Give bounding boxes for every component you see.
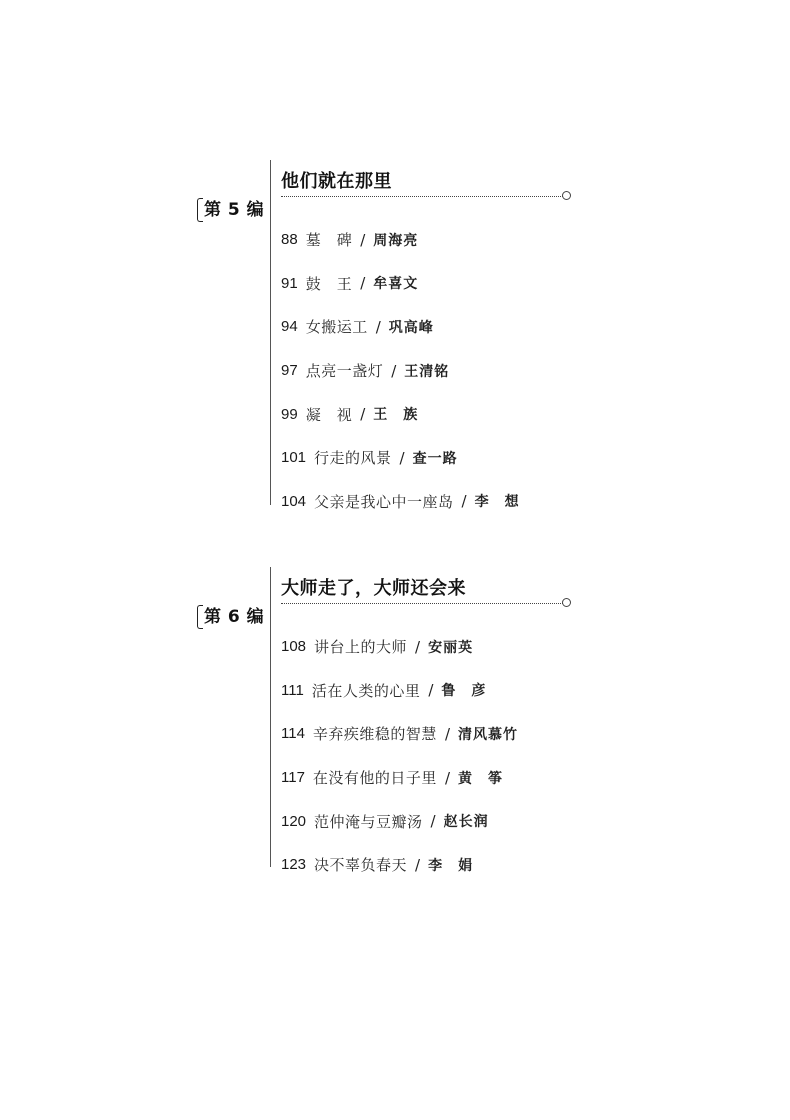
- entry-title: 行走的风景: [314, 449, 392, 468]
- entry-title: 女搬运工: [305, 318, 368, 337]
- page-number: 91: [281, 274, 298, 292]
- separator: /: [399, 448, 405, 467]
- toc-entry[interactable]: [281, 218, 520, 262]
- entry-author: 周海亮: [373, 232, 419, 249]
- toc-entry[interactable]: [281, 843, 518, 887]
- page-number: 123: [281, 856, 307, 874]
- separator: /: [444, 768, 450, 787]
- separator: /: [375, 317, 381, 336]
- toc-section-6: [0, 567, 790, 875]
- entry-author: 李 想: [474, 494, 520, 511]
- separator: /: [461, 492, 467, 511]
- page-number: 120: [281, 812, 307, 830]
- page-number: 99: [281, 405, 298, 423]
- page-number: 94: [281, 318, 298, 336]
- page-number: 88: [281, 231, 298, 249]
- section-title: 他们就在那里: [281, 171, 392, 192]
- separator: /: [428, 681, 434, 700]
- toc-entry[interactable]: [281, 305, 520, 349]
- entry-title: 鼓 王: [305, 274, 353, 293]
- dotted-rule-end-circle: [562, 598, 571, 607]
- toc-entry[interactable]: [281, 349, 520, 393]
- entry-author: 王 族: [373, 407, 419, 424]
- entry-title: 辛弃疾维稳的智慧: [312, 725, 437, 744]
- entry-title: 决不辜负春天: [314, 856, 408, 875]
- entry-title: 凝 视: [305, 405, 353, 424]
- section-title: 大师走了，大师还会来: [281, 578, 466, 599]
- entry-title: 墓 碑: [305, 231, 353, 250]
- entry-title: 在没有他的日子里: [312, 769, 437, 788]
- section-badge: [197, 605, 264, 629]
- toc-entry[interactable]: [281, 480, 520, 524]
- separator: /: [360, 230, 366, 249]
- section-divider-line: [270, 160, 271, 505]
- separator: /: [360, 405, 366, 424]
- dotted-rule: [281, 603, 563, 604]
- entry-title: 点亮一盏灯: [305, 362, 384, 381]
- toc-entry-list: [281, 218, 520, 523]
- toc-entry[interactable]: [281, 625, 518, 669]
- page-number: 101: [281, 449, 307, 467]
- entry-title: 范仲淹与豆瓣汤: [314, 812, 423, 831]
- toc-section-5: [0, 160, 790, 511]
- toc-entry[interactable]: [281, 262, 520, 306]
- toc-entry[interactable]: [281, 436, 520, 480]
- entry-author: 清风慕竹: [458, 726, 518, 743]
- toc-entry[interactable]: [281, 799, 518, 843]
- badge-bracket: [197, 198, 203, 222]
- entry-title: 活在人类的心里: [311, 681, 421, 700]
- entry-author: 巩高峰: [388, 319, 434, 336]
- entry-title: 讲台上的大师: [314, 638, 408, 657]
- entry-author: 王清铭: [404, 363, 450, 380]
- page-number: 97: [281, 362, 298, 380]
- page-number: 108: [281, 638, 307, 656]
- entry-title: 父亲是我心中一座岛: [314, 492, 454, 511]
- separator: /: [415, 637, 421, 656]
- entry-author: 李 娟: [428, 857, 474, 874]
- entry-author: 鲁 彦: [441, 683, 487, 700]
- separator: /: [391, 361, 397, 380]
- entry-author: 查一路: [412, 450, 458, 467]
- entry-author: 赵长润: [443, 814, 489, 831]
- separator: /: [415, 855, 421, 874]
- section-badge-label: 第 6 编: [204, 607, 265, 627]
- toc-entry[interactable]: [281, 392, 520, 436]
- page-number: 104: [281, 492, 307, 510]
- entry-author: 黄 筝: [458, 770, 503, 787]
- separator: /: [360, 274, 366, 293]
- toc-entry-list: [281, 625, 518, 887]
- separator: /: [430, 812, 436, 831]
- page-number: 111: [281, 681, 304, 699]
- toc-entry[interactable]: [281, 756, 518, 800]
- page-number: 117: [281, 769, 305, 787]
- entry-author: 安丽英: [428, 639, 474, 656]
- toc-entry[interactable]: [281, 712, 518, 756]
- dotted-rule-end-circle: [562, 191, 571, 200]
- badge-bracket: [197, 605, 203, 629]
- page-number: 114: [281, 725, 305, 743]
- separator: /: [444, 724, 450, 743]
- entry-author: 牟喜文: [373, 276, 419, 293]
- dotted-rule: [281, 196, 563, 197]
- toc-entry[interactable]: [281, 669, 518, 713]
- section-badge-label: 第 5 编: [204, 200, 265, 220]
- section-divider-line: [270, 567, 271, 867]
- section-badge: [197, 198, 264, 222]
